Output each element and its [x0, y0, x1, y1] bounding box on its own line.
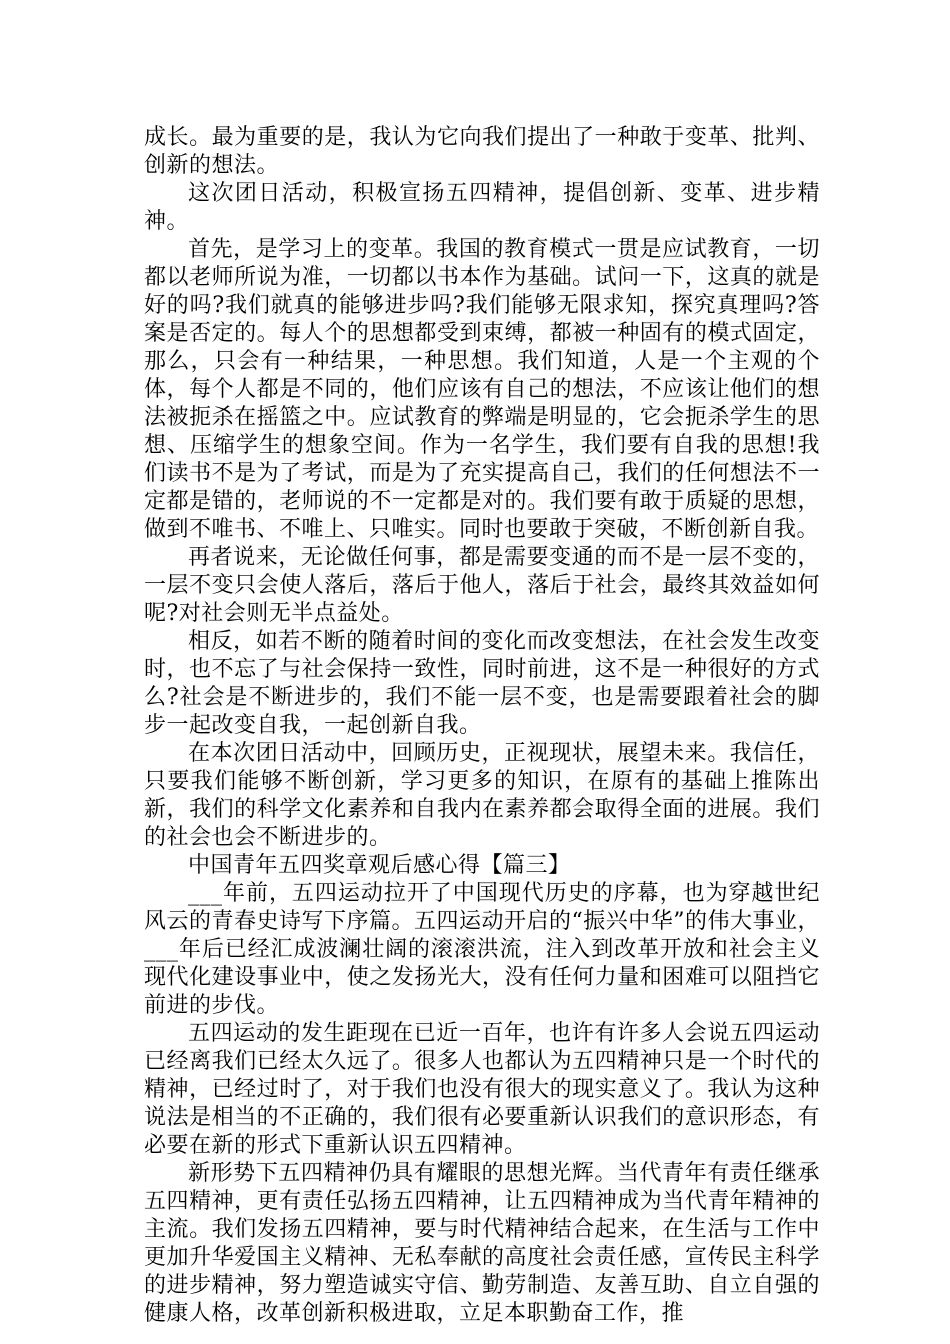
paragraph-8: 五四运动的发生距现在已近一百年，也许有许多人会说五四运动已经离我们已经太久远了。很多人也都认为五四精神只是一个时代的精神，已经过时了，对于我们也没有很大的现实意义了。我认为这种说法是相当的不正确的，我们很有必要重新认识我们的意识形态，有必要在新的形式下重新认识五四精神。 [144, 1021, 820, 1158]
document-page [144, 124, 820, 1328]
paragraph-5: 相反，如若不断的随着时间的变化而改变想法，在社会发生改变时，也不忘了与社会保持一致性，同时前进，这不是一种很好的方式么?社会是不断进步的，我们不能一层不变，也是需要跟着社会的脚步一起改变自我，一起创新自我。 [144, 629, 820, 738]
section-heading: 中国青年五四奖章观后感心得【篇三】 [188, 853, 571, 878]
paragraph-6: 在本次团日活动中，回顾历史，正视现状，展望未来。我信任，只要我们能够不断创新，学习更多的知识，在原有的基础上推陈出新，我们的科学文化素养和自我内在素养都会取得全面的进展。我们的社会也会不断进步的。 [144, 741, 820, 850]
paragraph-1: 成长。最为重要的是，我认为它向我们提出了一种敢于变革、批判、创新的想法。 [144, 125, 820, 178]
paragraph-3: 首先，是学习上的变革。我国的教育模式一贯是应试教育，一切都以老师所说为准，一切都以书本作为基础。试问一下，这真的就是好的吗?我们就真的能够进步吗?我们能够无限求知，探究真理吗?答案是否定的。每人个的思想都受到束缚，都被一种固有的模式固定，那么，只会有一种结果，一种思想。我们知道，人是一个主观的个体，每个人都是不同的，他们应该有自己的想法，不应该让他们的想法被扼杀在摇篮之中。应试教育的弊端是明显的，它会扼杀学生的思想、压缩学生的想象空间。作为一名学生，我们要有自我的思想!我们读书不是为了考试，而是为了充实提高自己，我们的任何想法不一定都是错的，老师说的不一定都是对的。我们要有敢于质疑的思想，做到不唯书、不唯上、只唯实。同时也要敢于突破，不断创新自我。 [144, 237, 820, 542]
paragraph-7: ___年前，五四运动拉开了中国现代历史的序幕，也为穿越世纪风云的青春史诗写下序篇。五四运动开启的“振兴中华”的伟大事业，___年后已经汇成波澜壮阔的滚滚洪流，注入到改革开放和社会主义现代化建设事业中，使之发扬光大，没有任何力量和困难可以阻挡它前进的步伐。 [144, 881, 820, 1018]
paragraph-4: 再者说来，无论做任何事，都是需要变通的而不是一层不变的，一层不变只会使人落后，落后于他人，落后于社会，最终其效益如何呢?对社会则无半点益处。 [144, 545, 820, 626]
paragraph-2: 这次团日活动，积极宣扬五四精神，提倡创新、变革、进步精神。 [144, 181, 820, 234]
paragraph-9: 新形势下五四精神仍具有耀眼的思想光辉。当代青年有责任继承五四精神，更有责任弘扬五四精神，让五四精神成为当代青年精神的主流。我们发扬五四精神，要与时代精神结合起来，在生活与工作中更加升华爱国主义精神、无私奉献的高度社会责任感，宣传民主科学的进步精神，努力塑造诚实守信、勤劳制造、友善互助、自立自强的健康人格，改革创新积极进取，立足本职勤奋工作，推 [144, 1161, 820, 1326]
